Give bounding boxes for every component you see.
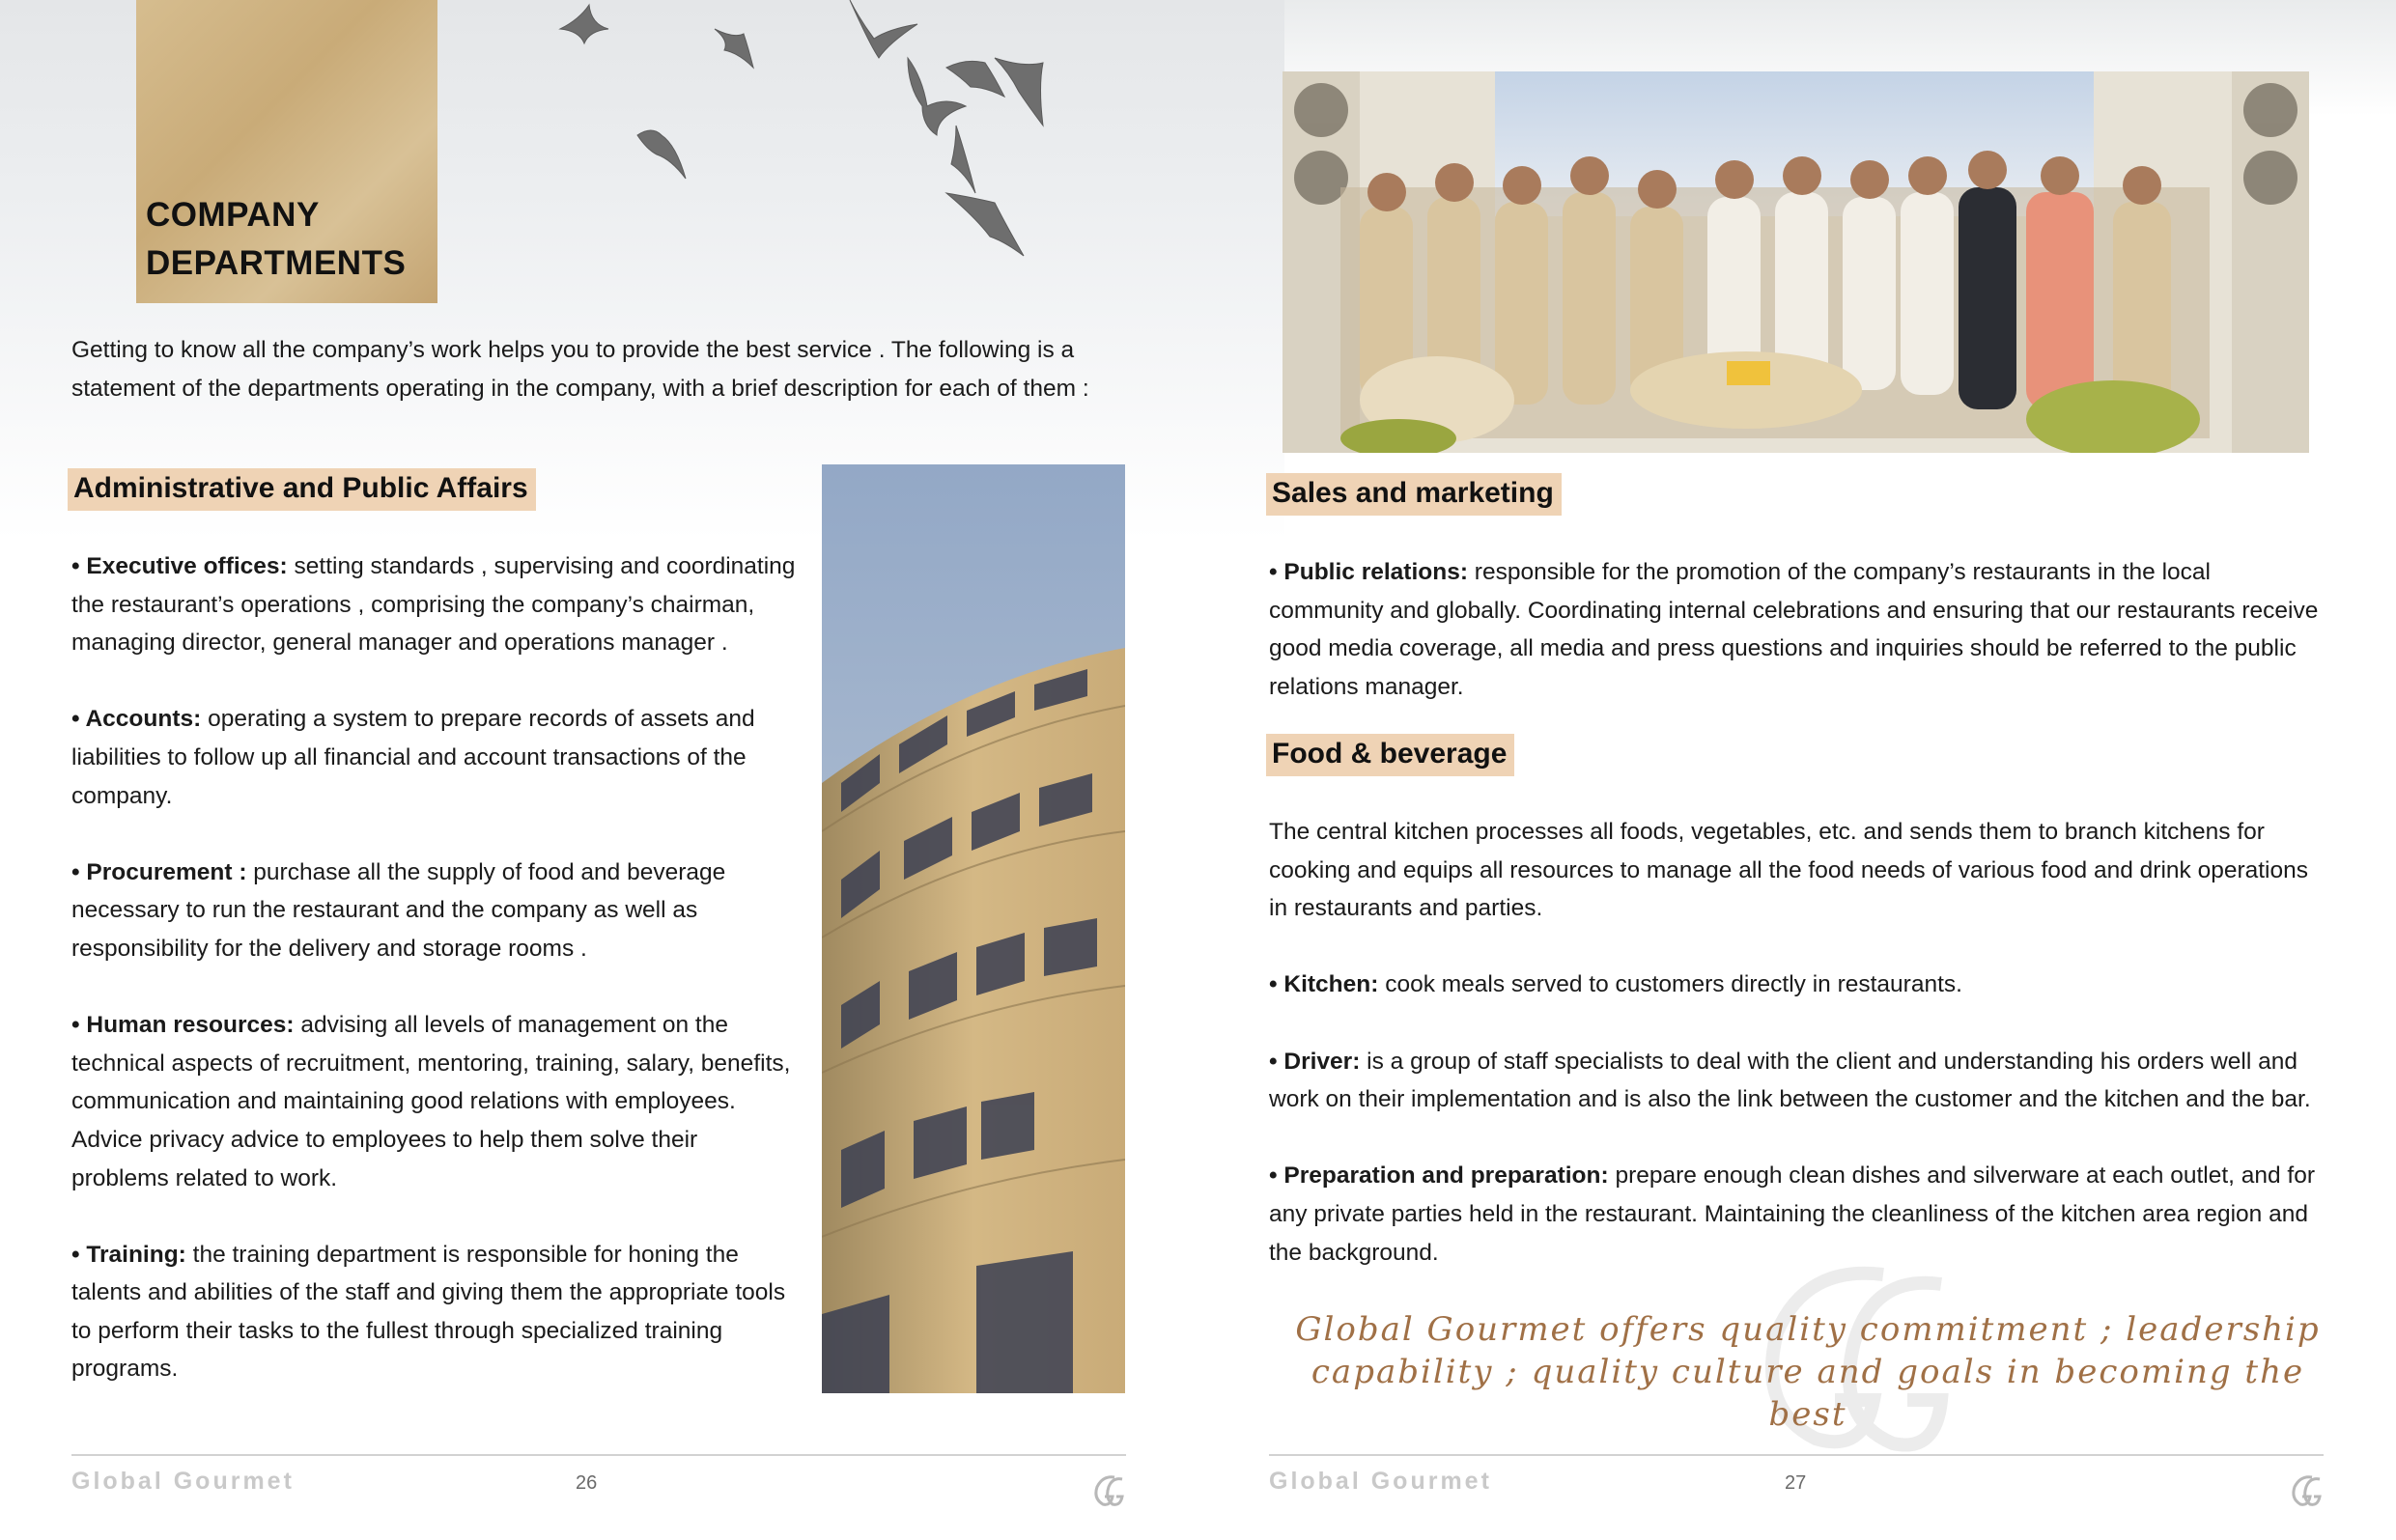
- footer-rule-left: [71, 1454, 1126, 1456]
- section-heading-admin: Administrative and Public Affairs: [68, 468, 536, 511]
- list-item: [1269, 1043, 2326, 1119]
- company-quote: [1277, 1308, 2339, 1436]
- intro-paragraph: Getting to know all the company’s work helps you to provide the best service . The following is a statement of the departments operating in the company, with a brief description for each of them :: [71, 337, 1089, 402]
- item-text: is a group of staff specialists to deal with the client and understanding his orders well and work on their implementation and is also the link between the customer and the kitchen and the bar.: [1269, 1048, 2311, 1113]
- list-item: [1269, 966, 2326, 1004]
- food-intro: The central kitchen processes all foods, vegetables, etc. and sends them to branch kitchens for cooking and equips all resources to manage all the food needs of various food and drink operations in restaurants and parties.: [1269, 819, 2308, 922]
- staff-group-photo: [1283, 71, 2309, 453]
- item-text: operating a system to prepare records of assets and liabilities to follow up all financial and account transactions of the company.: [71, 706, 755, 809]
- quote-line-2: capability ; quality culture and goals in becoming the best: [1311, 1353, 2305, 1434]
- item-text: prepare enough clean dishes and silverware at each outlet, and for any private parties held in the restaurant. Maintaining the cleanliness of the kitchen area region and the background.: [1269, 1162, 2316, 1266]
- item-term: • Procurement :: [71, 858, 247, 885]
- item-term: • Accounts:: [71, 706, 202, 733]
- item-text: responsible for the promotion of the company’s restaurants in the local community and globally. Coordinating internal celebrations and ensuring that our restaurants receive good media coverage, all media and press questions and inquiries should be referred to the public relations manager.: [1269, 559, 2319, 700]
- item-term: • Kitchen:: [1269, 971, 1379, 998]
- section-heading-sales: Sales and marketing: [1266, 473, 1562, 516]
- building-photo: [822, 464, 1125, 1393]
- seagulls-illustration: [541, 0, 1217, 299]
- list-item: [71, 1006, 798, 1197]
- list-item: [71, 547, 798, 662]
- item-text: cook meals served to customers directly in restaurants.: [1378, 971, 1962, 998]
- list-item: [71, 854, 798, 968]
- page-number-right: 27: [1785, 1472, 1807, 1494]
- list-item: [71, 700, 798, 815]
- sales-items: [1269, 553, 2326, 744]
- list-item: [1269, 553, 2326, 706]
- gg-logo-icon: [1085, 1470, 1128, 1512]
- item-term: • Preparation and preparation:: [1269, 1162, 1609, 1190]
- item-term: • Public relations:: [1269, 559, 1468, 585]
- page-title: [146, 191, 436, 288]
- item-text: advising all levels of management on the technical aspects of recruitment, mentoring, training, salary, benefits, communication and maintaining good relations with employees. Advice privacy advice to employees to help them solve their problems related to work.: [71, 1012, 791, 1191]
- quote-line-1: Global Gourmet offers quality commitment ; leadership: [1295, 1310, 2321, 1349]
- section-heading-food: Food & beverage: [1266, 734, 1514, 776]
- footer-brand-right: Global Gourmet: [1269, 1468, 1492, 1495]
- item-text: the training department is responsible for honing the talents and abilities of the staff and giving them the appropriate tools to perform their tasks to the fullest through specialized training programs.: [71, 1241, 786, 1383]
- footer-rule-right: [1269, 1454, 2324, 1456]
- item-term: • Training:: [71, 1241, 186, 1268]
- title-line-1: COMPANY: [146, 196, 320, 234]
- item-term: • Human resources:: [71, 1012, 295, 1039]
- item-term: • Driver:: [1269, 1048, 1361, 1075]
- page-number-left: 26: [576, 1472, 598, 1494]
- item-text: purchase all the supply of food and beverage necessary to run the restaurant and the company as well as responsibility for the delivery and storage rooms .: [71, 858, 726, 962]
- title-line-2: DEPARTMENTS: [146, 244, 407, 282]
- item-term: • Executive offices:: [71, 553, 288, 579]
- item-text: setting standards , supervising and coordinating the restaurant’s operations , comprising the company’s chairman, managing director, general manager and operations manager .: [71, 553, 796, 657]
- list-item: [71, 1236, 798, 1388]
- admin-items: [71, 547, 798, 1427]
- footer-brand-left: Global Gourmet: [71, 1468, 295, 1495]
- gg-logo-icon: [2283, 1470, 2326, 1512]
- food-items: [1269, 813, 2326, 1272]
